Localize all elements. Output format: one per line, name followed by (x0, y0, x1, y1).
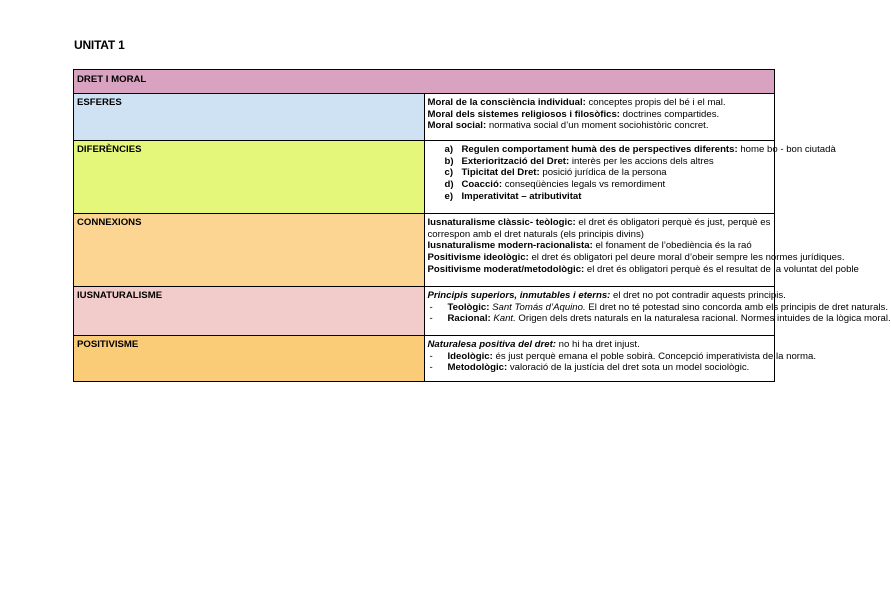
dret-moral-table (73, 69, 891, 382)
row-positivisme (74, 336, 775, 382)
list-item (445, 191, 772, 203)
list-item (445, 156, 772, 168)
list-marker: b) (444, 155, 454, 167)
connexions-text: el dret és obligatori perquè és el resultat de la voluntat del poble (584, 263, 859, 275)
item-term: Metodològic: (447, 362, 508, 374)
positivisme-intro (428, 339, 772, 351)
connexions-term: Iusnaturalisme clàssic- teòlogic: (427, 217, 576, 228)
list-item (428, 362, 772, 374)
intro-text: el dret no pot contradir aquests principis. (610, 290, 786, 301)
item-text: home bo - bon ciutadà (737, 144, 836, 155)
esferes-line (428, 120, 772, 132)
label-connexions: CONNEXIONS (74, 214, 425, 287)
intro-term: Principis superiors, inmutables i eterns: (427, 290, 611, 301)
positivisme-list (428, 350, 816, 374)
content-iusnaturalisme (424, 287, 891, 336)
esferes-line-term: Moral dels sistemes religiosos i filosòfics: (427, 108, 620, 120)
item-text: El dret no té potestad sino concorda amb els principis de dret naturals. (585, 301, 888, 313)
esferes-line-text: doctrines compartides. (619, 108, 720, 120)
dash-marker: - (429, 313, 433, 325)
connexions-text: el fonament de l’obediència és la raó (592, 240, 752, 252)
list-item (428, 301, 888, 314)
item-text: Origen dels drets naturals en la naturalesa racional. Normes intuides de la lògica moral. (515, 313, 891, 325)
content-positivisme (424, 336, 816, 382)
esferes-line-term: Moral de la consciència individual: (427, 97, 586, 108)
item-term: Coacció: (461, 179, 503, 191)
intro-text: no hi ha dret injust. (556, 339, 640, 350)
esferes-line-term: Moral social: (427, 120, 487, 132)
content-diferencies (424, 141, 836, 214)
list-marker: c) (444, 167, 454, 179)
row-esferes (74, 94, 775, 141)
item-term: Teològic: (447, 301, 490, 313)
iusnaturalisme-intro (427, 290, 786, 302)
item-text: posició jurídica de la persona (539, 167, 667, 179)
esferes-line (428, 109, 772, 121)
label-positivisme: POSITIVISME (74, 336, 425, 382)
table-header: DRET I MORAL (74, 70, 775, 94)
dash-marker: - (429, 350, 433, 362)
row-iusnaturalisme (74, 287, 775, 336)
esferes-line (428, 97, 772, 109)
content-esferes (424, 94, 775, 141)
dash-marker: - (429, 362, 433, 374)
list-item (444, 144, 836, 156)
row-connexions (74, 214, 775, 287)
row-diferencies (74, 141, 775, 214)
connexions-line (427, 263, 859, 276)
connexions-text: el dret és obligatori pel deure moral d’obeir sempre les normes jurídiques. (528, 252, 845, 264)
connexions-line (428, 240, 772, 252)
item-text: és just perquè emana el poble sobirà. Concepció imperativista de la norma. (492, 350, 816, 362)
list-item (428, 350, 816, 363)
iusnaturalisme-list (428, 301, 891, 325)
item-text: interès per les accions dels altres (569, 155, 714, 167)
item-term: Ideològic: (447, 350, 493, 362)
connexions-term: Iusnaturalisme modern-racionalista: (427, 240, 593, 252)
content-connexions (424, 214, 859, 287)
document-title: UNITAT 1 (74, 38, 125, 52)
connexions-line (427, 252, 845, 264)
intro-term: Naturalesa positiva del dret: (427, 339, 556, 350)
item-text: conseqüències legals vs remordiment (502, 179, 666, 191)
list-item (428, 313, 891, 325)
label-esferes: ESFERES (74, 94, 425, 141)
connexions-term: Positivisme moderat/metodològic: (427, 263, 585, 275)
list-item (445, 167, 772, 179)
connexions-line (428, 217, 772, 240)
label-diferencies: DIFERÈNCIES (74, 141, 425, 214)
item-term: Tipicitat del Dret: (461, 167, 540, 179)
diferencies-list (444, 144, 836, 203)
item-term: Regulen comportament humà des de perspectives diferents: (461, 144, 738, 155)
item-term: Exteriorització del Dret: (461, 155, 570, 167)
list-marker: a) (444, 144, 454, 155)
list-marker: d) (444, 179, 454, 191)
item-term: Racional: (447, 313, 491, 325)
item-term: Imperativitat – atributivitat (461, 190, 582, 202)
dash-marker: - (429, 301, 433, 313)
esferes-line-text: normativa social d’un moment sociohistòric concret. (486, 120, 709, 132)
item-author: Sant Tomás d’Aquino. (492, 301, 586, 313)
connexions-term: Positivisme ideològic: (427, 252, 529, 264)
label-iusnaturalisme: IUSNATURALISME (74, 287, 425, 336)
list-item (445, 179, 772, 191)
item-author: Kant. (493, 313, 516, 325)
list-marker: e) (444, 190, 454, 202)
item-text: valoració de la justícia del dret sota un model sociològic. (507, 362, 750, 374)
esferes-line-text: conceptes propis del bé i el mal. (585, 97, 726, 108)
connexions-text: el dret és obligatori perquè és just, perquè es correspon amb el dret naturals (els principis divins) (427, 217, 771, 240)
